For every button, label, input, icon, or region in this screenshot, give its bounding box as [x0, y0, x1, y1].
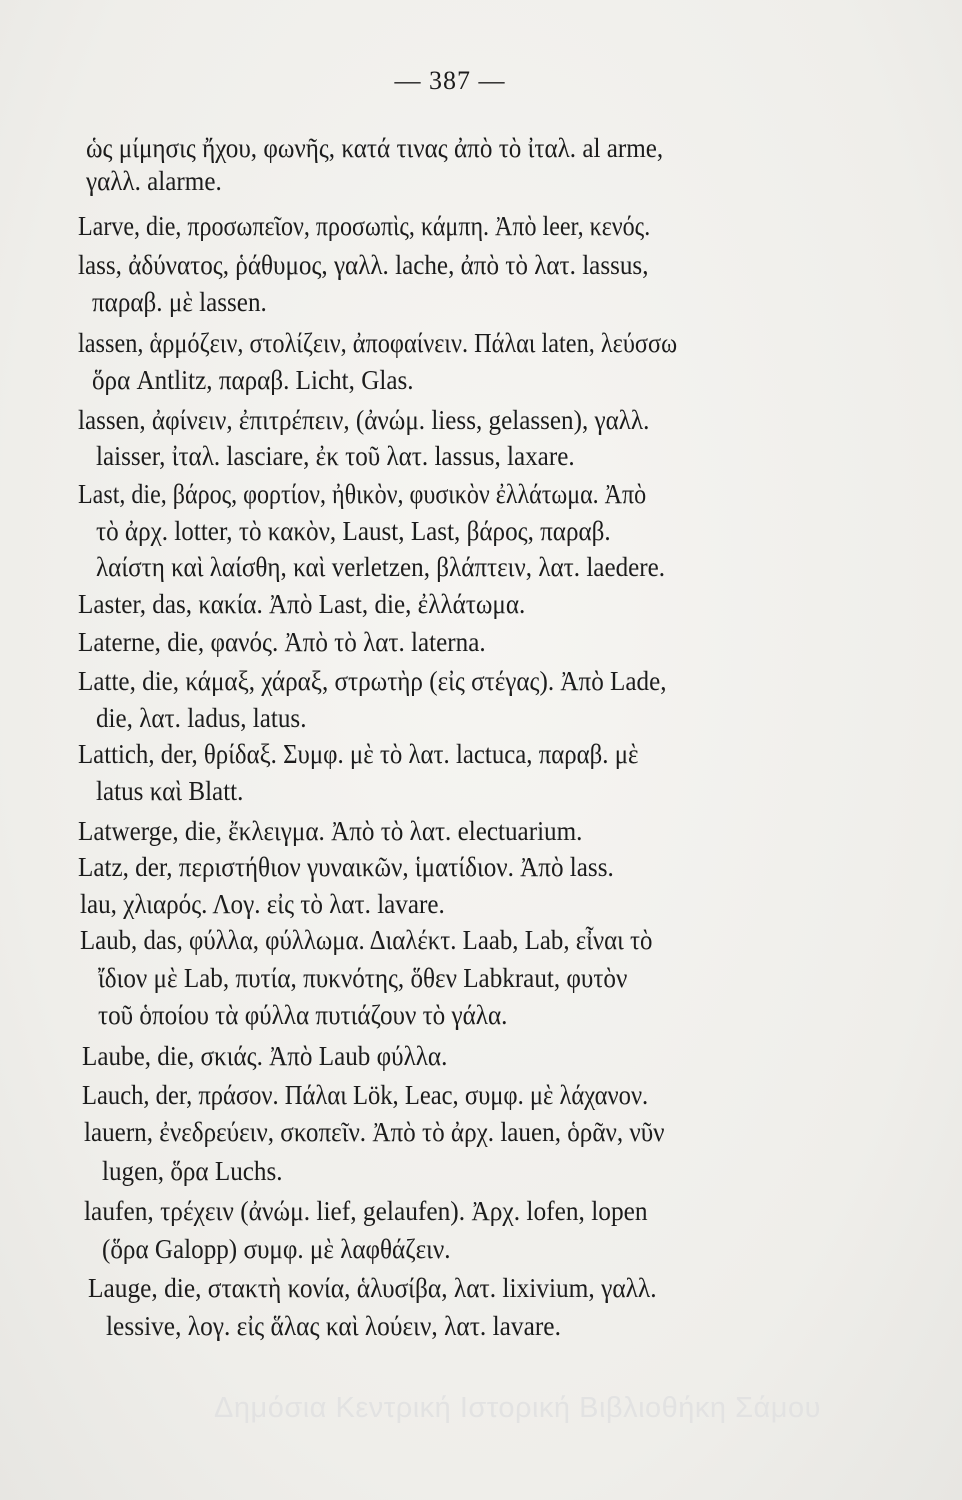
- text-line: Last, die, βάρος, φορτίον, ἠθικὸν, φυσικὸν ἐλλάτωμα. Ἀπὸ: [78, 479, 647, 509]
- text-line: Larve, die, προσωπεῖον, προσωπὶς, κάμπη. Ἀπὸ leer, κενός.: [78, 211, 651, 241]
- text-line: γαλλ. alarme.: [86, 166, 222, 196]
- text-line: latus καὶ Blatt.: [96, 776, 244, 806]
- text-line: παραβ. μὲ lassen.: [92, 287, 267, 317]
- text-line: ἴδιον μὲ Lab, πυτία, πυκνότης, ὅθεν Labkraut, φυτὸν: [98, 963, 628, 993]
- page-number: — 387 —: [394, 66, 506, 95]
- text-line: Laster, das, κακία. Ἀπὸ Last, die, ἐλλάτωμα.: [78, 589, 526, 619]
- library-watermark: Δημόσια Κεντρική Ιστορική Βιβλιοθήκη Σάμου: [214, 1392, 821, 1424]
- text-line: ὡς μίμησις ἤχου, φωνῆς, κατά τινας ἀπὸ τὸ ἰταλ. al arme,: [86, 133, 664, 163]
- text-line: Laub, das, φύλλα, φύλλωμα. Διαλέκτ. Laab, Lab, εἶναι τὸ: [80, 925, 653, 955]
- text-line: lassen, ἀφίνειν, ἐπιτρέπειν, (ἀνώμ. liess, gelassen), γαλλ.: [78, 405, 650, 435]
- text-line: Latwerge, die, ἔκλειγμα. Ἀπὸ τὸ λατ. electuarium.: [78, 816, 583, 846]
- text-line: ὅρα Antlitz, παραβ. Licht, Glas.: [92, 365, 414, 395]
- text-line: (ὅρα Galopp) συμφ. μὲ λαφθάζειν.: [102, 1234, 451, 1264]
- text-line: τὸ ἀρχ. lotter, τὸ κακὸν, Laust, Last, βάρος, παραβ.: [96, 516, 611, 546]
- text-line: Lattich, der, θρίδαξ. Συμφ. μὲ τὸ λατ. lactuca, παραβ. μὲ: [78, 739, 639, 769]
- text-line: Latz, der, περιστήθιον γυναικῶν, ἱματίδιον. Ἀπὸ lass.: [78, 852, 614, 882]
- text-line: laufen, τρέχειν (ἀνώμ. lief, gelaufen). Ἀρχ. lofen, lopen: [84, 1196, 648, 1226]
- text-line: lessive, λογ. εἰς ἅλας καὶ λούειν, λατ. lavare.: [106, 1311, 561, 1341]
- text-line: laisser, ἰταλ. lasciare, ἐκ τοῦ λατ. lassus, laxare.: [96, 441, 575, 471]
- text-line: lassen, ἁρμόζειν, στολίζειν, ἀποφαίνειν. Πάλαι laten, λεύσσω: [78, 328, 678, 358]
- text-line: τοῦ ὁποίου τὰ φύλλα πυτιάζουν τὸ γάλα.: [98, 1000, 508, 1030]
- text-line: lass, ἀδύνατος, ῥάθυμος, γαλλ. lache, ἀπὸ τὸ λατ. lassus,: [78, 250, 649, 280]
- text-line: lauern, ἐνεδρεύειν, σκοπεῖν. Ἀπὸ τὸ ἀρχ. lauen, ὁρᾶν, νῦν: [84, 1117, 665, 1147]
- text-line: die, λατ. ladus, latus.: [96, 703, 307, 733]
- text-line: Lauch, der, πράσον. Πάλαι Lök, Leac, συμφ. μὲ λάχανον.: [82, 1080, 649, 1110]
- text-line: Laterne, die, φανός. Ἀπὸ τὸ λατ. laterna.: [78, 627, 486, 657]
- text-line: Lauge, die, στακτὴ κονία, ἁλυσίβα, λατ. lixivium, γαλλ.: [88, 1273, 657, 1303]
- text-line: Latte, die, κάμαξ, χάραξ, στρωτὴρ (εἰς στέγας). Ἀπὸ Lade,: [78, 666, 667, 696]
- text-line: lugen, ὅρα Luchs.: [102, 1156, 283, 1186]
- text-line: λαίστη καὶ λαίσθη, καὶ verletzen, βλάπτειν, λατ. laedere.: [96, 552, 666, 582]
- text-line: Laube, die, σκιάς. Ἀπὸ Laub φύλλα.: [82, 1041, 448, 1071]
- text-line: lau, χλιαρός. Λογ. εἰς τὸ λατ. lavare.: [80, 889, 445, 919]
